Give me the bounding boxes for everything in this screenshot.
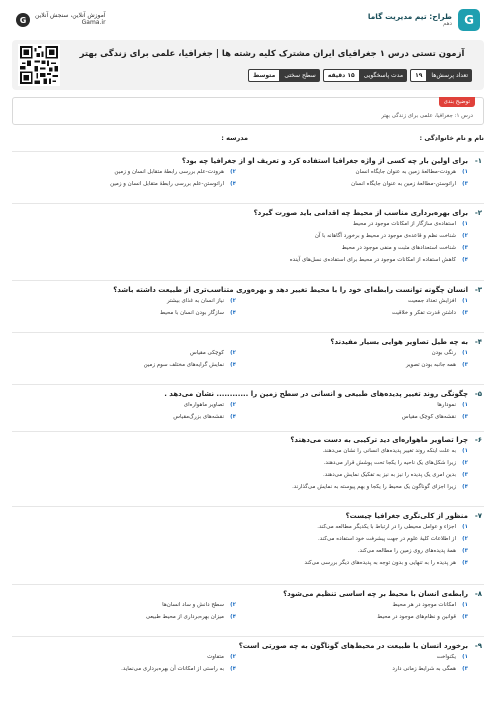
question-1: ۱- برای اولین بار چه کسی از واژه جغرافیا استفاده کرد و تعریف او از جغرافیا چه بود؟ ۱) هرودت-مطالعهٔ زمین به عنوان جایگاه انسان ۲) هرودت-علم بررسی رابطهٔ متقابل انسان و زمین ۳) اراتوستن-مطالعهٔ زمین به عنوان جایگاه انسان ۴) اراتوستن-علم بررسی رابطهٔ متقابل انسان و زمین — [14, 157, 482, 193]
divider — [12, 384, 484, 385]
divider — [12, 151, 484, 152]
meta-duration: مدت پاسخگویی ۱۵ دقیقه — [323, 69, 407, 82]
option-1[interactable]: ۱) هرودت-مطالعهٔ زمین به عنوان جایگاه انسان — [355, 169, 468, 175]
question-4: ۴- به چه طیل تصاویر هوایی بسیار مفیدند؟ ۱) رنگی بودن ۲) کوچکی مقیاس ۳) همه جانبه بودن تصویر ۴) نمایش گرایه‌های مختلف سوم زمین — [14, 338, 482, 374]
student-name-label: نام و نام خانوادگی : — [419, 134, 484, 142]
option-3[interactable]: ۳) بدین امری یک پدیده را نیز به نیز به تفکیک نمایش می‌دهند. — [323, 472, 468, 478]
brand-title: طراح: تیم مدیریت گاما — [367, 11, 452, 21]
option-2[interactable]: ۲) کوچکی مقیاس — [189, 350, 236, 356]
site-logo-icon: G — [16, 13, 30, 27]
question-text: انسان چگونه توانست رابطه‌ای خود را با محیط تغییر دهد و بهره‌وری متناسب‌تری از طبیعت داشته باشد؟ — [113, 286, 468, 294]
option-1[interactable]: ۱) رنگی بودن — [431, 350, 468, 356]
option-3[interactable]: ۳) شناخت استعدادهای مثبت و منفی موجود در محیط — [341, 245, 468, 251]
option-2[interactable]: ۲) تصاویر ماهواره‌ای — [183, 402, 236, 408]
brand-subtitle: دهم — [442, 21, 452, 28]
option-1[interactable]: ۱) استفاده‌ی سازگار از امکانات موجود در محیط — [353, 221, 468, 227]
divider — [12, 280, 484, 281]
option-3[interactable]: ۳) همگی به شرایط زمانی دارد — [392, 666, 468, 672]
option-3[interactable]: ۳) نقشه‌های کوچک مقیاس — [401, 414, 468, 420]
option-4[interactable]: ۴) نقشه‌های بزرگ‌مقیاس — [173, 414, 236, 420]
exam-title: آزمون تستی درس ۱ جغرافیای ایران مشترک کلیه رشته ها | جغرافیا، علمی برای زندگی بهتر — [79, 49, 465, 59]
question-5: ۵- چگونگی روند تغییر پدیده‌های طبیعی و انسانی در سطح زمین را ............ نشان می‌دهد . ۱) نمودارها ۲) تصاویر ماهواره‌ای ۳) نقشه‌های کوچک مقیاس ۴) نقشه‌های بزرگ‌مقیاس — [14, 390, 482, 426]
option-3[interactable]: ۳) قوانین و نظام‌های موجود در محیط — [377, 614, 468, 620]
question-text: چگونگی روند تغییر پدیده‌های طبیعی و انسانی در سطح زمین را ............ نشان می‌دهد . — [164, 390, 468, 398]
exam-meta — [248, 69, 472, 82]
question-text: چرا تصاویر ماهواره‌ای دید ترکیبی به دست می‌دهند؟ — [290, 436, 468, 444]
exam-title-bar — [12, 40, 484, 90]
site-url: Gama.ir — [81, 19, 106, 26]
question-text: برای بهره‌برداری مناسب از محیط چه اقدامی باید صورت گیرد؟ — [253, 209, 468, 217]
divider — [12, 636, 484, 637]
question-8: ۸- رابطه‌ی انسان با محیط بر چه اساسی تنظیم می‌شود؟ ۱) امکانات موجود در هر محیط ۲) سطح دانش و ساد انسان‌ها ۳) قوانین و نظام‌های موجود در محیط ۴) میزان بهره‌برداری از محیط طبیعی — [14, 590, 482, 626]
site-link[interactable] — [16, 13, 106, 27]
option-4[interactable]: ۴) میزان بهره‌برداری از محیط طبیعی — [145, 614, 236, 620]
option-2[interactable]: ۲) شناخت نظم و قاعده‌ی موجود در محیط و برخورد آگاهانه با آن — [314, 233, 468, 239]
meta-question-count: تعداد پرسش‌ها ۱۹ — [410, 69, 472, 82]
option-4[interactable]: ۴) کاهش استفاده از امکانات موجود در محیط برای استفاده‌ی نسل‌های آینده — [289, 257, 468, 263]
option-3[interactable]: ۳) همه جانبه بودن تصویر — [405, 362, 468, 368]
option-1[interactable]: ۱) یکنواخت — [436, 654, 468, 660]
option-1[interactable]: ۱) افزایش تعداد جمعیت — [407, 298, 468, 304]
option-1[interactable]: ۱) امکانات موجود در هر محیط — [392, 602, 468, 608]
school-label: مدرسه : — [221, 134, 248, 142]
site-name: آموزش آنلاین، سنجش آنلاین — [35, 12, 106, 20]
option-1[interactable]: ۱) به علت اینکه روند تغییر پدیده‌های انسانی را نشان می‌دهند. — [322, 448, 468, 454]
divider — [12, 506, 484, 507]
note-tag: توضیح بندی — [439, 97, 475, 107]
divider — [12, 431, 484, 432]
question-text: برای اولین بار چه کسی از واژه جغرافیا استفاده کرد و تعریف او از جغرافیا چه بود؟ — [181, 157, 468, 165]
option-2[interactable]: ۲) هرودت-علم بررسی رابطهٔ متقابل انسان و زمین — [114, 169, 236, 175]
question-7: ۷- منظور از کلی‌نگری جغرافیا چیست؟ ۱) اجزاء و عوامل محیطی را در ارتباط با یکدیگر مطالعه می‌کند. ۲) از اطلاعات کلیهٔ علوم در جهت پیشرفت خود استفاده می‌کند. ۳) همهٔ پدیده‌های روی زمین را مطالعه می‌کند. ۴) هر پدیده را به تنهایی و بدون توجه به پدیده‌های دیگر بررسی می‌کند — [14, 512, 482, 572]
divider — [12, 584, 484, 585]
option-2[interactable]: ۲) نیاز انسان به غذای بیشتر — [166, 298, 236, 304]
question-text: رابطه‌ی انسان با محیط بر چه اساسی تنظیم می‌شود؟ — [283, 590, 468, 598]
question-2: ۲- برای بهره‌برداری مناسب از محیط چه اقدامی باید صورت گیرد؟ ۱) استفاده‌ی سازگار از امکانات موجود در محیط ۲) شناخت نظم و قاعده‌ی موجود در محیط و برخورد آگاهانه با آن ۳) شناخت استعدادهای مثبت و منفی موجود در محیط ۴) کاهش استفاده از امکانات موجود در محیط برای استفاده‌ی نسل‌های آینده — [14, 209, 482, 269]
option-3[interactable]: ۳) همهٔ پدیده‌های روی زمین را مطالعه می‌کند. — [357, 548, 468, 554]
option-4[interactable]: ۴) زیرا اجزای گوناگون یک محیط را یکجا و بهم پیوسته به نمایش می‌گذارند. — [292, 484, 468, 490]
question-6: ۶- چرا تصاویر ماهواره‌ای دید ترکیبی به دست می‌دهند؟ ۱) به علت اینکه روند تغییر پدیده‌های انسانی را نشان می‌دهند. ۲) زیرا شکل‌های یک ناحیه را یکجا تحت پوشش قرار می‌دهند. ۳) بدین امری یک پدیده را نیز به نیز به تفکیک نمایش می‌دهند. ۴) زیرا اجزای گوناگون یک محیط را یکجا و بهم پیوسته به نمایش می‌گذارند. — [14, 436, 482, 496]
option-2[interactable]: ۲) از اطلاعات کلیهٔ علوم در جهت پیشرفت خود استفاده می‌کند. — [318, 536, 468, 542]
question-9: ۹- برخورد انسان با طبیعت در محیط‌های گوناگون به چه صورتی است؟ ۱) یکنواخت ۲) متفاوت ۳) همگی به شرایط زمانی دارد ۴) به راستی از امکانات آن بهره‌برداری می‌نماید. — [14, 642, 482, 678]
option-4[interactable]: ۴) هر پدیده را به تنهایی و بدون توجه به پدیده‌های دیگر بررسی می‌کند — [304, 560, 468, 566]
option-2[interactable]: ۲) متفاوت — [207, 654, 236, 660]
option-4[interactable]: ۴) اراتوستن-علم بررسی رابطهٔ متقابل انسان و زمین — [110, 181, 236, 187]
question-text: برخورد انسان با طبیعت در محیط‌های گوناگون به چه صورتی است؟ — [238, 642, 468, 650]
divider — [12, 203, 484, 204]
qr-code-icon[interactable] — [18, 44, 60, 86]
lesson-note — [12, 97, 484, 125]
option-3[interactable]: ۳) اراتوستن-مطالعهٔ زمین به عنوان جایگاه انسان — [351, 181, 468, 187]
option-4[interactable]: ۴) سازگار بودن انسان با محیط — [159, 310, 236, 316]
page-header — [0, 0, 496, 40]
brand — [368, 9, 480, 31]
question-3: ۳- انسان چگونه توانست رابطه‌ای خود را با محیط تغییر دهد و بهره‌وری متناسب‌تری از طبیعت داشته باشد؟ ۱) افزایش تعداد جمعیت ۲) نیاز انسان به غذای بیشتر ۳) داشتن قدرت تفکر و خلاقیت ۴) سازگار بودن انسان با محیط — [14, 286, 482, 322]
option-3[interactable]: ۳) داشتن قدرت تفکر و خلاقیت — [391, 310, 468, 316]
option-2[interactable]: ۲) سطح دانش و ساد انسان‌ها — [162, 602, 236, 608]
question-text: به چه طیل تصاویر هوایی بسیار مفیدند؟ — [330, 338, 468, 346]
divider — [12, 332, 484, 333]
option-4[interactable]: ۴) به راستی از امکانات آن بهره‌برداری می‌نماید. — [121, 666, 236, 672]
gama-logo-icon: G — [458, 9, 480, 31]
note-text: درس ۱: جغرافیا، علمی برای زندگی بهتر — [381, 113, 473, 119]
option-1[interactable]: ۱) اجزاء و عوامل محیطی را در ارتباط با یکدیگر مطالعه می‌کند. — [317, 524, 468, 530]
question-text: منظور از کلی‌نگری جغرافیا چیست؟ — [345, 512, 468, 520]
meta-difficulty: سطح سختی متوسط — [248, 69, 320, 82]
option-2[interactable]: ۲) زیرا شکل‌های یک ناحیه را یکجا تحت پوشش قرار می‌دهند. — [323, 460, 468, 466]
student-info — [12, 134, 484, 148]
option-4[interactable]: ۴) نمایش گرایه‌های مختلف سوم زمین — [143, 362, 236, 368]
option-1[interactable]: ۱) نمودارها — [437, 402, 468, 408]
